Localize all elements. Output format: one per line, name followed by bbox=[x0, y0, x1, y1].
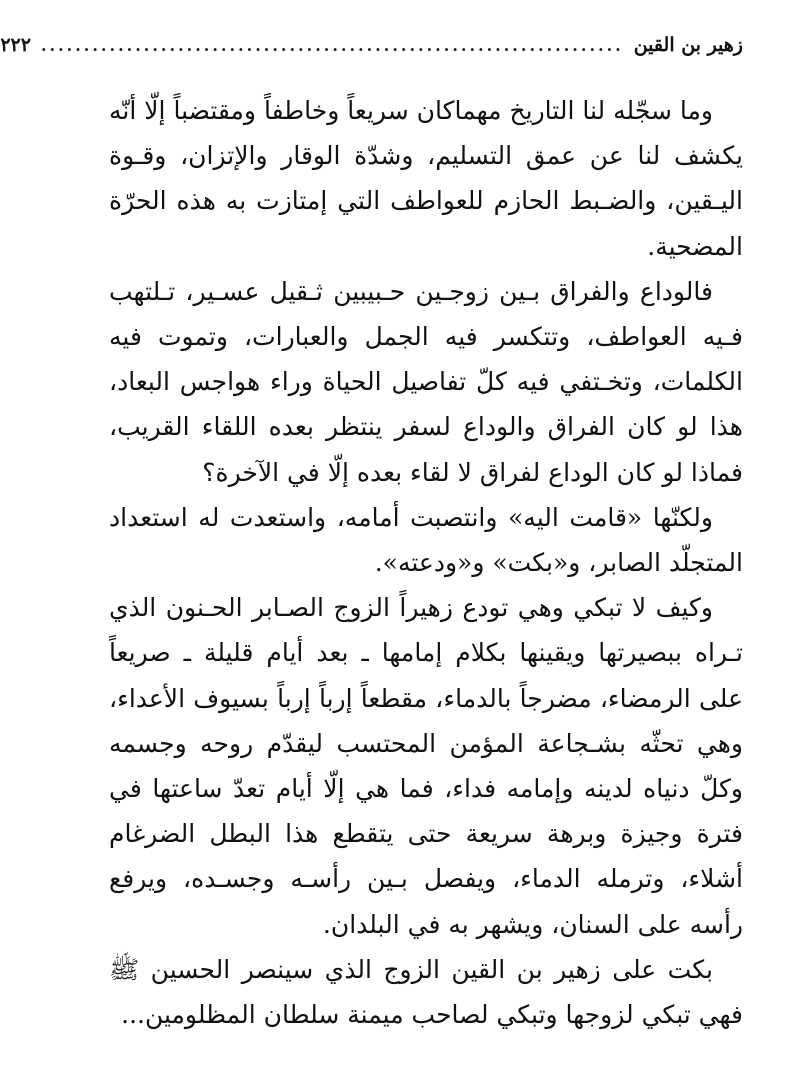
paragraph-4: وكيف لا تبكي وهي تودع زهيراً الزوج الصـابر الحـنون الذي تـراه ببصيرتها ويقينها بكلام إمامها ـ بعد أيام قليلة ـ صريعاً على الرمضاء، مضرجاً بالدماء، مقطعاً إرباً إرباً بسيوف الأعداء، وهي تحثّه بشـجاعة المؤمن المحتسب ليقدّم روحه وجسمه وكلّ دنياه لدينه وإمامه فداء، فما هي إلّا أيام تعدّ ساعتها في فترة وجيزة وبرهة سريعة حتى يتقطع هذا البطل الضرغام أشلاء، وترمله الدماء، ويفصل بـين رأسـه وجسـده، ويرفع رأسه على السنان، ويشهر به في البلدان. bbox=[109, 593, 743, 939]
body-text bbox=[109, 88, 743, 1037]
page-number: ٢٢٢ bbox=[0, 34, 31, 56]
paragraph-2: فالوداع والفراق بـين زوجـين حـبيبين ثـقيل عسـير، تـلتهب فـيه العواطف، وتتكسر فيه الجمل والعبارات، وتموت فيه الكلمات، وتخـتفي فيه كلّ تفاصيل الحياة وراء هواجس البعاد، هذا لو كان الفراق والوداع لسفر ينتظر بعده اللقاء القريب، فماذا لو كان الوداع لفراق لا لقاء بعده إلّا في الآخرة؟ bbox=[109, 276, 743, 487]
paragraph-5: بكت على زهير بن القين الزوج الذي سينصر الحسين ﷺ فهي تبكي لزوجها وتبكي لصاحب ميمنة سلطان المظلومين... bbox=[109, 954, 743, 1030]
header-dot-leader: .................................................................... bbox=[40, 35, 624, 55]
header-title: زهير بن القين bbox=[633, 34, 743, 56]
paragraph-1: وما سجّله لنا التاريخ مهماكان سريعاً وخاطفاً ومقتضباً إلّا أنّه يكشف لنا عن عمق التسليم، وشدّة الوقار والإتزان، وقـوة اليـقين، والضـبط الحازم للعواطف التي إمتازت به هذه الحرّة المضحية. bbox=[109, 96, 743, 261]
paragraph-3: ولكنّها «قامت اليه» وانتصبت أمامه، واستعدت له استعداد المتجلّد الصابر، و«بكت» و«ودعته». bbox=[109, 502, 743, 578]
running-header bbox=[0, 30, 743, 60]
